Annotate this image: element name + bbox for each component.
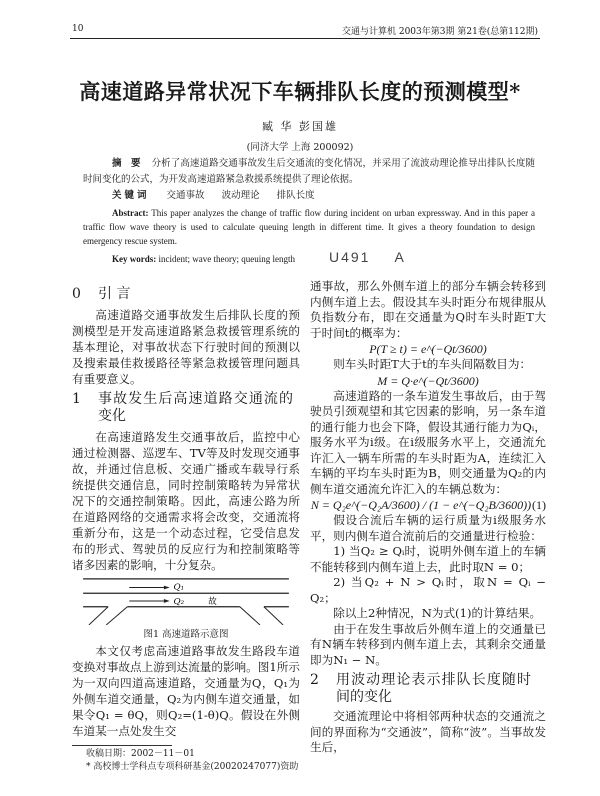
right-column [310, 279, 546, 756]
condition-3: 除以上2种情况，N为式(1)的计算结果。 [333, 606, 542, 620]
keyword: 排队长度 [276, 190, 315, 201]
formula-headway-count: M = Q·e^(−Qt/3600) [377, 373, 479, 388]
keywords-cn [83, 188, 535, 204]
left-column [72, 286, 300, 774]
section-1-heading [72, 391, 300, 425]
ramp [106, 607, 127, 625]
keywords-en-label: Key words: [112, 254, 157, 264]
equation-number: (1) [532, 498, 546, 512]
arrowhead-icon [164, 599, 170, 603]
journal-info: 交通与计算机 2003年第3期 第21卷(总第112期) [341, 27, 538, 37]
formula-1 [310, 497, 546, 513]
intro-paragraph: 高速道路交通事故发生后排队长度的预测模型是开发高速道路紧急救援管理系统的基本理论，对事故状态下行驶时间的预测以及搜索最佳救援路径等紧急救援管理问题具有重要意义。 [72, 308, 300, 386]
label-q2: Q₂ [173, 596, 185, 607]
section-number: 1 [72, 391, 81, 407]
funding-note: * 高校博士学科点专项科研基金(20020247077)资助 [86, 762, 299, 772]
condition-1: 1) 当Q₂ ≥ Qᵢ时，说明外侧车道上的车辆不能转移到内侧车道上去，此时取N = 0； [310, 544, 546, 574]
paper-title: 高速道路异常状况下车辆排队长度的预测模型* [79, 79, 521, 104]
arrowhead-icon [164, 586, 170, 590]
paragraph: 假设合流后车辆的运行质量为i级服务水平，则内侧车道合流前后的交通量进行检验： [310, 513, 546, 543]
condition-2: 2) 当Q₂ + N > Qᵢ时，取N = Qᵢ − Q₂； [310, 575, 546, 605]
section-number: 0 [72, 286, 81, 302]
ramp [264, 607, 283, 625]
paragraph: 通事故，那么外侧车道上的部分车辆会转移到内侧车道上去。假设其车头时距分布规律服从负指数分布，即在交通量为Q时车头时距T大于时间t的概率为： [310, 279, 546, 340]
paragraph: 由于在发生事故后外侧车道上的交通量已有N辆车转移到内侧车道上去，其剩余交通量即为N₁ − N。 [310, 621, 546, 667]
incident-marker: 故 [208, 596, 217, 607]
keywords-en-text: incident; wave theory; queuing length [158, 254, 295, 264]
clc-number: U491 [328, 249, 371, 265]
keywords-line [83, 248, 535, 268]
ramp [89, 607, 108, 625]
abstract-cn-text: 分析了高速道路交通事故发生后交通流的变化情况，并采用了流波动理论推导出排队长度随时间变化的公式，为开发高速道路紧急救援系统提供了理论依据。 [83, 158, 535, 185]
keywords-en [112, 254, 295, 264]
document-code: A [394, 249, 404, 265]
section-title: 事故发生后高速道路交通流的变化 [98, 391, 293, 424]
formula-text: N = Q₂e^(−Q₂A/3600) / (1 − e^(−Q₂B/3600)) [310, 498, 532, 512]
abstract-cn [83, 156, 535, 188]
paragraph: 则车头时距T大于t的车头间隔数目为： [333, 357, 532, 371]
section-title: 用波动理论表示排队长度随时间的变化 [336, 672, 531, 705]
ramp [240, 607, 260, 625]
keyword: 波动理论 [221, 190, 260, 201]
figure-caption: 图1 高速道路示意图 [143, 629, 229, 640]
section-number: 2 [310, 672, 319, 688]
paragraph: 在高速道路发生交通事故后，监控中心通过检测器、巡逻车、TV等及时发现交通事故，并通过信息板、交通广播或车载导行系统提供交通信息，同时控制策略转为异常状况下的交通控制策略。因此，高速公路为所在道路网络的交通需求将会改变，交通流将重新分布，这是一个动态过程，它受信息发布的形式、驾驶员的反应行为和控制策略等诸多因素的影响，十分复杂。 [72, 430, 300, 572]
paragraph: 高速道路的一条车道发生事故后，由于驾驶员引颈观望和其它因素的影响，另一条车道的通行能力也会下降，假设其通行能力为Qᵢ，服务水平为i级。在i级服务水平上，交通流允许汇入一辆车所需的车头时距为A，连续汇入车辆的平均车头时距为B，则交通量为Q₂的内侧车道交通流允许汇入的车辆总数为： [310, 388, 546, 496]
received-date: 收稿日期：2002－11－01 [86, 749, 195, 759]
section-2-heading [310, 672, 546, 706]
affiliation: (同济大学 上海 200092) [246, 142, 354, 153]
abstract-en-label: Abstract: [112, 208, 149, 218]
section-title: 引 言 [98, 286, 131, 302]
keywords-cn-label: 关键词 [112, 190, 150, 201]
authors: 臧 华 彭国雄 [262, 120, 338, 133]
abstract-en [83, 206, 535, 248]
abstract-block [83, 156, 535, 268]
abstract-cn-label: 摘 要 [112, 158, 144, 169]
abstract-en-text: This paper analyzes the change of traffic flow during incident on urban expressway. And in this paper a traffic flow wave theory is used to calculate queuing length in different time. It gives a theory foundation to design emergency rescue system. [83, 208, 535, 246]
keyword: 交通事故 [166, 190, 205, 201]
label-q1: Q₁ [173, 582, 185, 593]
header-rule [70, 38, 540, 39]
footnote-rule [72, 745, 172, 746]
paragraph: 交通流理论中将相邻两种状态的交通流之间的界面称为“交通波”，简称“波”。当事故发生后， [310, 709, 546, 754]
formula-probability: P(T ≥ t) = e^(−Qt/3600) [369, 342, 487, 356]
page-number: 10 [72, 24, 84, 34]
section-0-heading [72, 286, 300, 303]
figure-1-road-diagram [77, 575, 295, 625]
paragraph: 本文仅考虑高速道路事故发生路段车道变换对事故点上游到达流量的影响。图1所示为一双向四道高速道路，交通量为Q，Q₁为外侧车道交通量，Q₂为内侧车道交通量，如果令Q₁ = θQ，则Q₂=(1-θ)Q。假设在外侧车道某一点处发生交 [72, 644, 300, 738]
